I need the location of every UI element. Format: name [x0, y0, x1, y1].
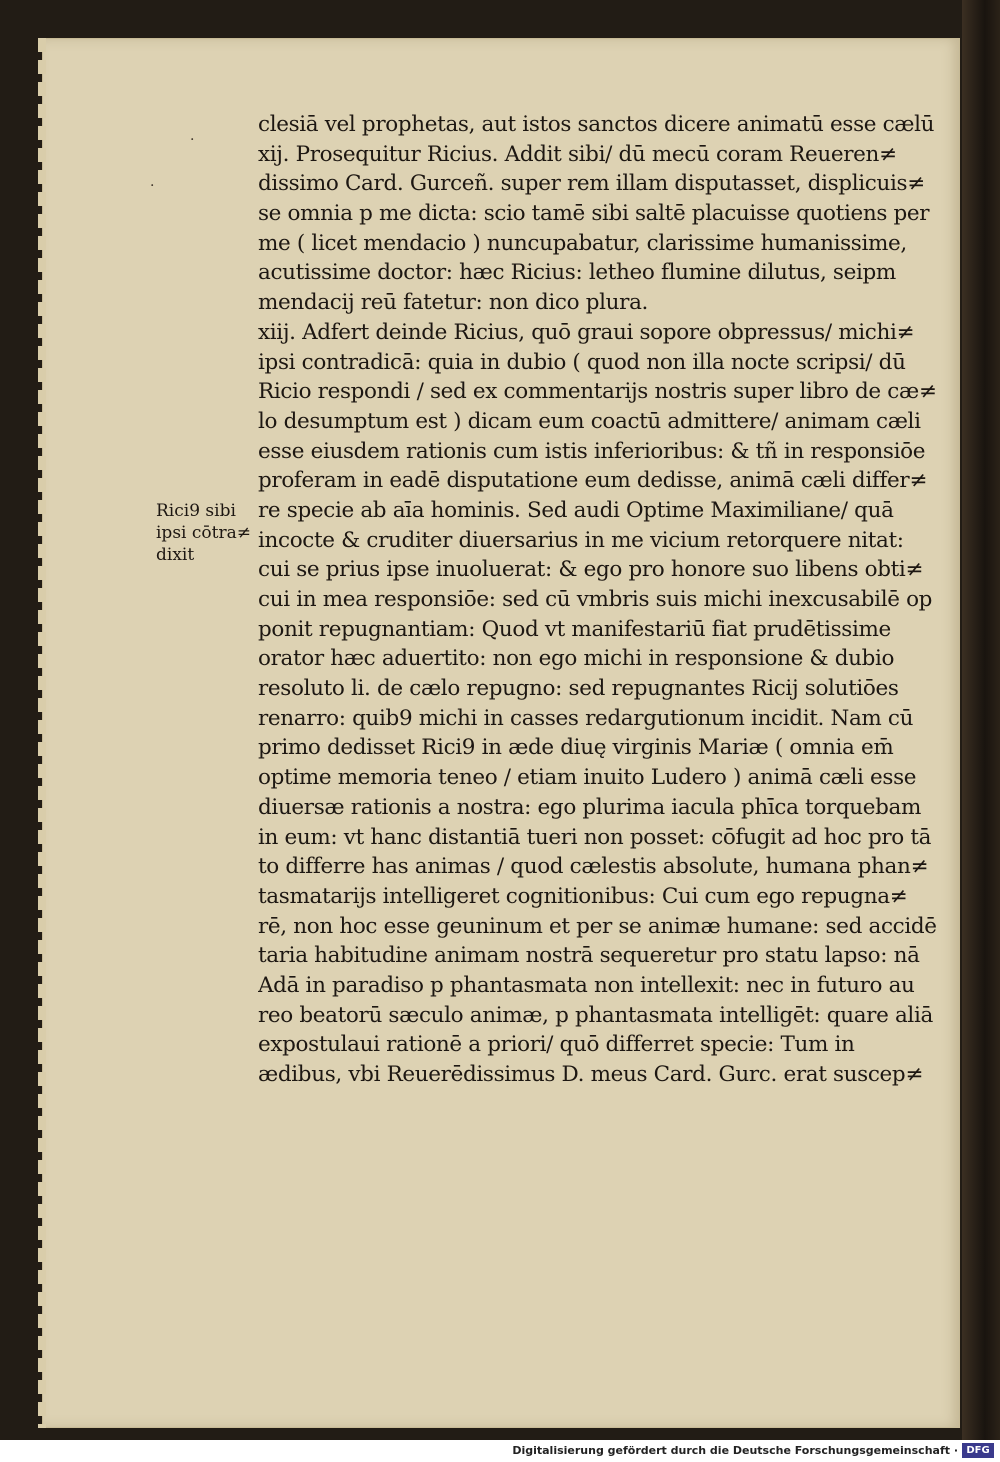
text-line: in eum: vt hanc distantiā tueri non posset: cōfugit ad hoc pro tā [258, 824, 932, 850]
ink-speck: · [150, 178, 155, 194]
text-line: se omnia p me dicta: scio tamē sibi saltē placuisse quotiens per [258, 201, 930, 227]
text-line: me ( licet mendacio ) nuncupabatur, clarissime humanissime, [258, 230, 907, 256]
text-line: xij. Prosequitur Ricius. Addit sibi/ dū mecū coram Reueren≠ [258, 141, 897, 167]
marginal-note-line: Rici9 sibi [156, 501, 236, 521]
ink-speck: · [190, 132, 195, 148]
text-line: diuersæ rationis a nostra: ego plurima iacula phīca torquebam [258, 794, 922, 820]
text-line: proferam in eadē disputatione eum dedisse, animā cæli differ≠ [258, 468, 928, 494]
text-line: resoluto li. de cælo repugno: sed repugnantes Ricij solutiōes [258, 676, 899, 702]
text-line: taria habitudine animam nostrā sequeretur pro statu lapso: nā [258, 943, 920, 969]
text-line: xiij. Adfert deinde Ricius, quō graui sopore obpressus/ michi≠ [258, 319, 915, 345]
text-line: lo desumptum est ) dicam eum coactū admittere/ animam cæli [258, 408, 921, 434]
dfg-logo-icon: DFG [962, 1443, 994, 1458]
text-line: re specie ab aīa hominis. Sed audi Optime Maximiliane/ quā [258, 497, 894, 523]
text-line: orator hæc aduertito: non ego michi in responsione & dubio [258, 646, 895, 672]
marginal-note-line: ipsi cōtra≠ [156, 523, 251, 543]
footer-credit: Digitalisierung gefördert durch die Deutsche Forschungsgemeinschaft · [512, 1444, 958, 1457]
book-spine [962, 0, 1000, 1440]
text-line: optime memoria teneo / etiam inuito Ludero ) animā cæli esse [258, 765, 917, 791]
text-line: Adā in paradiso p phantasmata non intellexit: nec in futuro au [258, 972, 915, 998]
text-line: to differre has animas / quod cælestis absolute, humana phan≠ [258, 854, 929, 880]
footer-bar [0, 1440, 1000, 1462]
text-line: ponit repugnantiam: Quod vt manifestariū fiat prudētissime [258, 616, 891, 642]
text-line: mendacij reū fatetur: non dico plura. [258, 290, 649, 316]
text-line: clesiā vel prophetas, aut istos sanctos dicere animatū esse cælū [258, 112, 935, 137]
body-text [258, 110, 948, 1090]
text-line: cui se prius ipse inuoluerat: & ego pro honore suo libens obti≠ [258, 557, 924, 583]
text-line: rē, non hoc esse geuninum et per se animæ humane: sed accidē [258, 913, 937, 939]
text-line: tasmatarijs intelligeret cognitionibus: Cui cum ego repugna≠ [258, 883, 908, 909]
text-line: cui in mea responsiōe: sed cū vmbris suis michi inexcusabilē op [258, 587, 933, 612]
text-line: primo dedisset Rici9 in æde diuę virginis Mariæ ( omnia em̄ [258, 735, 894, 761]
text-line: incocte & cruditer diuersarius in me vicium retorquere nitat: [258, 527, 904, 553]
text-line: dissimo Card. Gurceñ. super rem illam disputasset, displicuis≠ [258, 171, 925, 197]
text-line: acutissime doctor: hæc Ricius: letheo flumine dilutus, seipm [258, 260, 896, 286]
text-line: reo beatorū sæculo animæ, p phantasmata intelligēt: quare aliā [258, 1002, 933, 1028]
text-line: ædibus, vbi Reuerēdissimus D. meus Card. Gurc. erat suscep≠ [258, 1062, 923, 1087]
marginal-note-line: dixit [156, 545, 195, 565]
text-line: renarro: quib9 michi in casses redargutionum incidit. Nam cū [258, 705, 914, 731]
text-line: expostulaui rationē a priori/ quō differret specie: Tum in [258, 1032, 855, 1058]
text-line: Ricio respondi / sed ex commentarijs nostris super libro de cæ≠ [258, 379, 937, 405]
text-line: esse eiusdem rationis cum istis inferioribus: & tñ in responsiōe [258, 438, 926, 464]
marginal-note [156, 500, 256, 566]
text-line: ipsi contradicā: quia in dubio ( quod non illa nocte scripsi/ dū [258, 349, 906, 375]
